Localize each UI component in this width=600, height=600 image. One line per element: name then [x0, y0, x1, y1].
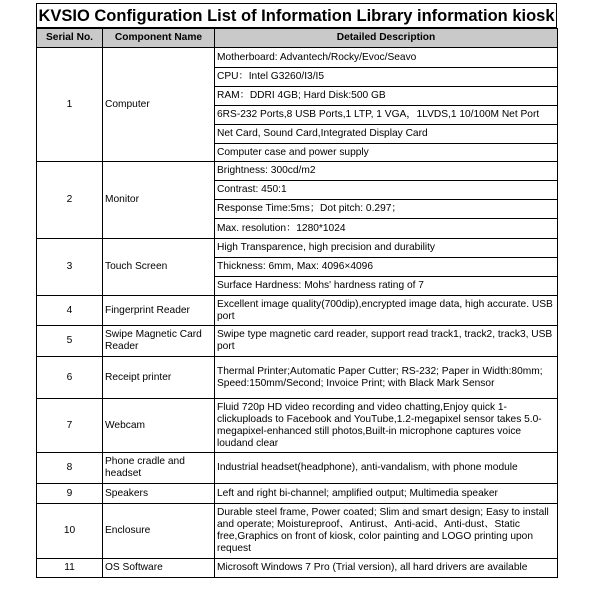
document-title: KVSIO Configuration List of Information Library information kiosk	[36, 3, 557, 28]
serial-cell: 2	[37, 162, 103, 239]
table-row	[37, 559, 558, 578]
component-header: Component Name	[103, 29, 215, 48]
table-row	[37, 399, 558, 453]
serial-cell: 7	[37, 399, 103, 453]
description-cell: Microsoft Windows 7 Pro (Trial version), all hard drivers are available	[215, 559, 558, 578]
component-name-cell: Enclosure	[103, 504, 215, 559]
description-cell: Durable steel frame, Power coated; Slim and smart design; Easy to install and operate; Moistureproof、Antirust、Anti-acid、Anti-dust、Static free,Graphics on front of kiosk, color painting and LOGO printing upon request	[215, 504, 558, 559]
component-name-cell: OS Software	[103, 559, 215, 578]
description-cell: Industrial headset(headphone), anti-vandalism, with phone module	[215, 453, 558, 484]
serial-cell: 10	[37, 504, 103, 559]
table-row	[37, 504, 558, 559]
component-name-cell: Swipe Magnetic Card Reader	[103, 326, 215, 357]
description-cell: Brightness: 300cd/m2	[215, 162, 558, 181]
serial-header: Serial No.	[37, 29, 103, 48]
serial-cell: 9	[37, 484, 103, 504]
table-row	[37, 453, 558, 484]
description-cell: Response Time:5ms；Dot pitch: 0.297；	[215, 200, 558, 219]
component-name-cell: Webcam	[103, 399, 215, 453]
table-row	[37, 239, 558, 258]
description-cell: High Transparence, high precision and durability	[215, 239, 558, 258]
configuration-table	[36, 28, 558, 578]
serial-cell: 5	[37, 326, 103, 357]
component-name-cell: Phone cradle and headset	[103, 453, 215, 484]
table-row	[37, 296, 558, 326]
description-cell: Computer case and power supply	[215, 144, 558, 162]
description-cell: Surface Hardness: Mohs' hardness rating of 7	[215, 277, 558, 296]
description-cell: CPU：Intel G3260/I3/I5	[215, 68, 558, 87]
description-cell: Max. resolution：1280*1024	[215, 219, 558, 239]
serial-cell: 4	[37, 296, 103, 326]
spreadsheet	[36, 3, 557, 578]
component-name-cell: Fingerprint Reader	[103, 296, 215, 326]
description-cell: Net Card, Sound Card,Integrated Display Card	[215, 125, 558, 144]
description-cell: Thermal Printer;Automatic Paper Cutter; RS-232; Paper in Width:80mm; Speed:150mm/Second; Invoice Print; with Black Mark Sensor	[215, 357, 558, 399]
component-name-cell: Monitor	[103, 162, 215, 239]
serial-cell: 8	[37, 453, 103, 484]
serial-cell: 11	[37, 559, 103, 578]
table-row	[37, 484, 558, 504]
description-header: Detailed Description	[215, 29, 558, 48]
description-cell: Excellent image quality(700dip),encrypted image data, high accurate. USB port	[215, 296, 558, 326]
component-name-cell: Touch Screen	[103, 239, 215, 296]
serial-cell: 3	[37, 239, 103, 296]
table-row	[37, 357, 558, 399]
description-cell: Thickness: 6mm, Max: 4096×4096	[215, 258, 558, 277]
description-cell: Motherboard: Advantech/Rocky/Evoc/Seavo	[215, 48, 558, 68]
component-name-cell: Computer	[103, 48, 215, 162]
table-row	[37, 162, 558, 181]
description-cell: Left and right bi-channel; amplified output; Multimedia speaker	[215, 484, 558, 504]
description-cell: 6RS-232 Ports,8 USB Ports,1 LTP, 1 VGA，1LVDS,1 10/100M Net Port	[215, 106, 558, 125]
table-row	[37, 48, 558, 68]
header-row	[37, 29, 558, 48]
description-cell: Swipe type magnetic card reader, support read track1, track2, track3, USB port	[215, 326, 558, 357]
component-name-cell: Receipt printer	[103, 357, 215, 399]
description-cell: Contrast: 450:1	[215, 181, 558, 200]
serial-cell: 6	[37, 357, 103, 399]
serial-cell: 1	[37, 48, 103, 162]
table-row	[37, 326, 558, 357]
component-name-cell: Speakers	[103, 484, 215, 504]
description-cell: RAM：DDRI 4GB; Hard Disk:500 GB	[215, 87, 558, 106]
description-cell: Fluid 720p HD video recording and video chatting,Enjoy quick 1-clickuploads to Facebook and YouTube,1.2-megapixel sensor takes 5.0-megapixel-enhanced still photos,Built-in microphone captures voice loudand clear	[215, 399, 558, 453]
